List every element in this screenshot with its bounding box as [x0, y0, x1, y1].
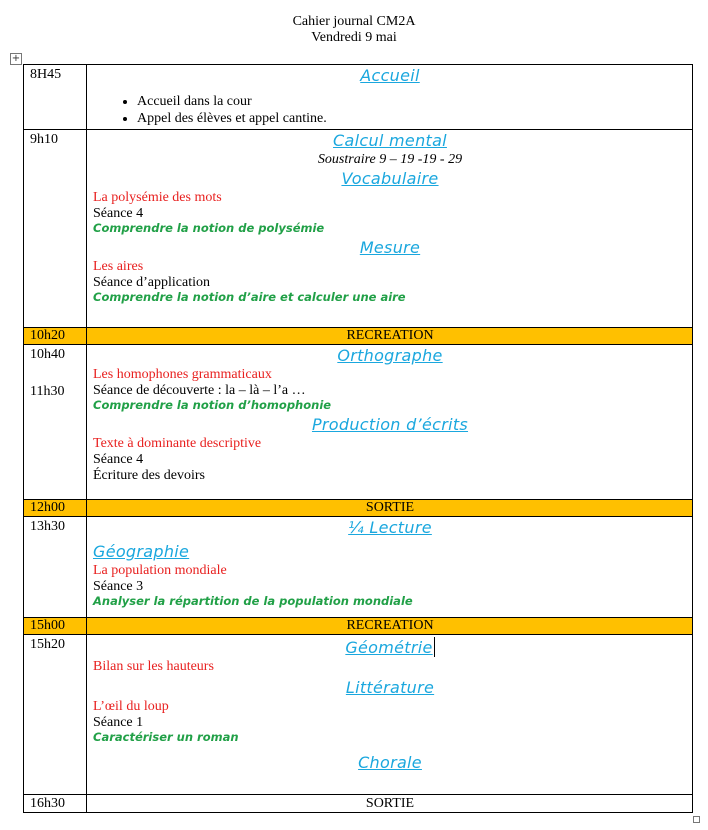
goal-line: Comprendre la notion de polysémie	[93, 221, 325, 235]
session-line: Séance de découverte : la – là – l’a …	[93, 383, 306, 398]
final-row	[24, 795, 693, 813]
goal-line: Caractériser un roman	[93, 730, 239, 744]
time-cell: 15h00	[24, 618, 87, 635]
time-cell: 10h20	[24, 328, 87, 345]
time-cell: 9h10	[24, 130, 87, 328]
subject-title: Littérature	[345, 678, 435, 697]
content-cell[interactable]	[87, 130, 693, 328]
topic-line: La polysémie des mots	[93, 190, 222, 205]
list-item: • Accueil dans la cour	[137, 93, 687, 110]
document-header	[0, 14, 708, 46]
table-resize-icon[interactable]	[693, 816, 700, 823]
subject-text: Géométrie	[345, 638, 433, 657]
schedule-table	[23, 64, 693, 813]
subject-title	[93, 637, 687, 659]
goal-line: Comprendre la notion d’homophonie	[93, 398, 332, 412]
content-cell[interactable]	[87, 635, 693, 795]
break-row	[24, 328, 693, 345]
goal-line: Analyser la répartition de la population mondiale	[93, 594, 413, 608]
break-label: RECREATION	[87, 618, 693, 635]
time-cell: 16h30	[24, 795, 87, 813]
subject-title: Mesure	[359, 238, 421, 257]
time-cell: 8H45	[24, 65, 87, 130]
table-row	[24, 130, 693, 328]
time-cell	[24, 345, 87, 500]
time-cell: 12h00	[24, 500, 87, 517]
activity-line: Écriture des devoirs	[93, 468, 205, 483]
time-cell: 15h20	[24, 635, 87, 795]
page-title: Cahier journal CM2A	[292, 14, 416, 29]
subject-title: Géographie	[93, 542, 190, 561]
topic-line: Bilan sur les hauteurs	[93, 659, 214, 674]
subject-title: Calcul mental	[333, 131, 447, 150]
bullet-list	[93, 93, 687, 127]
table-row	[24, 65, 693, 130]
break-label: RECREATION	[87, 328, 693, 345]
session-line: Séance 4	[93, 206, 144, 221]
break-row	[24, 618, 693, 635]
topic-line: Les homophones grammaticaux	[93, 367, 272, 382]
session-line: Séance 3	[93, 579, 144, 594]
table-row	[24, 345, 693, 500]
table-row	[24, 635, 693, 795]
subject-title: Chorale	[358, 753, 422, 772]
subject-title: Vocabulaire	[341, 169, 439, 188]
goal-line: Comprendre la notion d’aire et calculer une aire	[93, 290, 406, 304]
subject-title: Production d’écrits	[311, 415, 469, 434]
subject-title: Accueil	[360, 66, 420, 85]
content-cell[interactable]	[87, 345, 693, 500]
subject-title: ¼ Lecture	[348, 518, 432, 537]
topic-line: Les aires	[93, 259, 144, 274]
page-date: Vendredi 9 mai	[311, 30, 397, 45]
topic-line: Texte à dominante descriptive	[93, 436, 262, 451]
topic-line: La population mondiale	[93, 563, 227, 578]
session-line: Séance 1	[93, 715, 144, 730]
session-line: Séance d’application	[93, 275, 211, 290]
table-move-icon[interactable]: +	[11, 53, 21, 64]
final-label: SORTIE	[87, 795, 693, 813]
table-row	[24, 517, 693, 618]
break-label: SORTIE	[87, 500, 693, 517]
list-item: • Appel des élèves et appel cantine.	[137, 110, 687, 127]
session-line: Séance 4	[93, 452, 144, 467]
content-cell[interactable]	[87, 65, 693, 130]
second-time: 11h30	[30, 384, 65, 399]
start-time: 10h40	[30, 347, 65, 362]
topic-line: L’œil du loup	[93, 699, 169, 714]
text-cursor	[434, 637, 435, 657]
activity-line: Soustraire 9 – 19 -19 - 29	[317, 152, 463, 167]
subject-title: Orthographe	[337, 346, 443, 365]
content-cell[interactable]	[87, 517, 693, 618]
break-row	[24, 500, 693, 517]
time-cell: 13h30	[24, 517, 87, 618]
